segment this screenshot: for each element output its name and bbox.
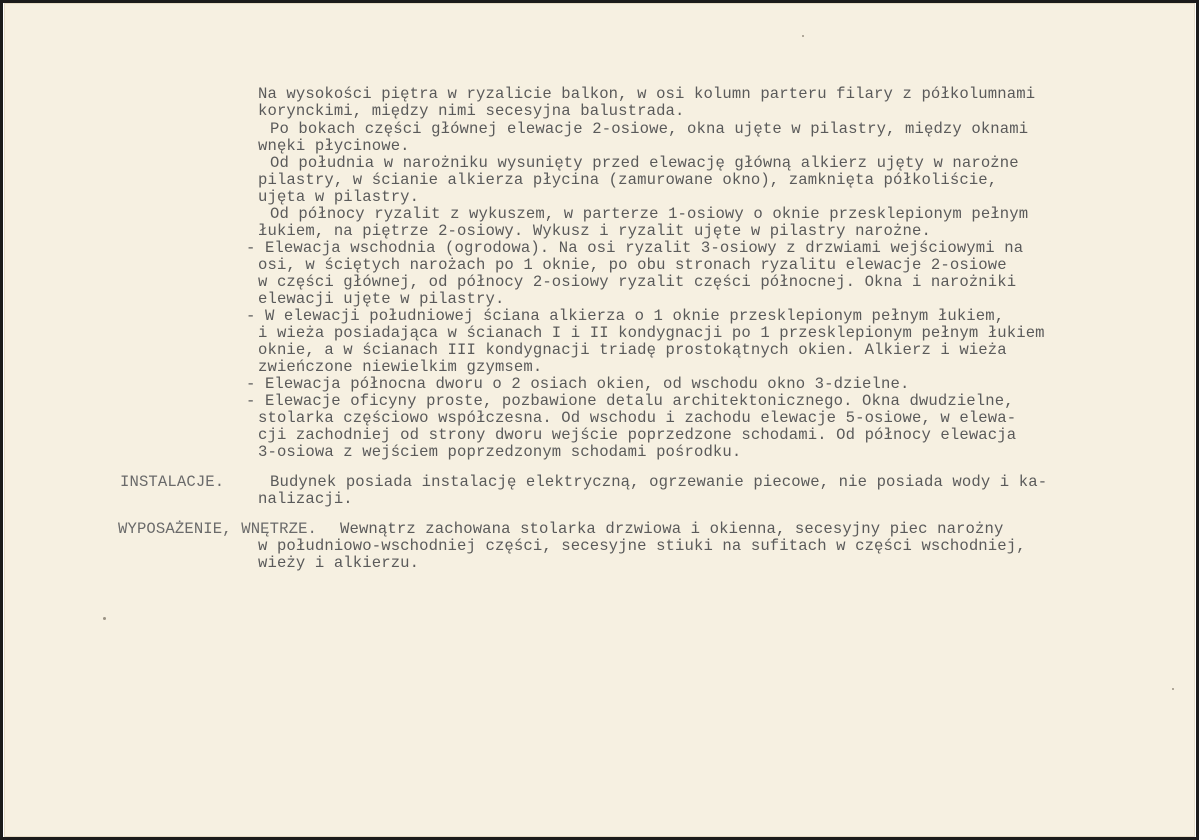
body-line: elewacji ujęte w pilastry. bbox=[258, 290, 505, 308]
instalacje-line: nalizacji. bbox=[258, 490, 353, 508]
body-line: - Elewacja północna dworu o 2 osiach okien, od wschodu okno 3-dzielne. bbox=[246, 375, 910, 393]
body-line: - W elewacji południowej ściana alkierza o 1 oknie przesklepionym pełnym łukiem, bbox=[246, 307, 1005, 325]
body-line: cji zachodniej od strony dworu wejście poprzedzone schodami. Od północy elewacja bbox=[258, 426, 1017, 444]
body-line: - Elewacja wschodnia (ogrodowa). Na osi ryzalit 3-osiowy z drzwiami wejściowymi na bbox=[246, 239, 1024, 257]
paper-speck bbox=[802, 35, 804, 37]
body-line: Na wysokości piętra w ryzalicie balkon, w osi kolumn parteru filary z półkolumnami bbox=[258, 85, 1036, 103]
body-line: w części głównej, od północy 2-osiowy ryzalit części północnej. Okna i narożniki bbox=[258, 273, 1017, 291]
wyposazenie-line: wieży i alkierzu. bbox=[258, 554, 420, 572]
body-line: korynckimi, między nimi secesyjna balustrada. bbox=[258, 102, 685, 120]
wyposazenie-line: w południowo-wschodniej części, secesyjne stiuki na sufitach w części wschodniej, bbox=[258, 537, 1026, 555]
body-line: stolarka częściowo współczesna. Od wschodu i zachodu elewacje 5-osiowe, w elewa- bbox=[258, 409, 1017, 427]
body-line: - Elewacje oficyny proste, pozbawione detalu architektonicznego. Okna dwudzielne, bbox=[246, 392, 1014, 410]
body-line: i wieża posiadająca w ścianach I i II kondygnacji po 1 przesklepionym pełnym łukiem bbox=[258, 324, 1045, 342]
body-line: Od północy ryzalit z wykuszem, w parterze 1-osiowy o oknie przesklepionym pełnym bbox=[270, 205, 1029, 223]
body-line: zwieńczone niewielkim gzymsem. bbox=[258, 358, 543, 376]
body-line: pilastry, w ścianie alkierza płycina (zamurowane okno), zamknięta półkoliście, bbox=[258, 171, 998, 189]
wyposazenie-line: Wewnątrz zachowana stolarka drzwiowa i okienna, secesyjny piec narożny bbox=[340, 520, 1004, 538]
body-line: 3-osiowa z wejściem poprzedzonym schodami pośrodku. bbox=[258, 443, 742, 461]
body-line: Od południa w narożniku wysunięty przed elewację główną alkierz ujęty w narożne bbox=[270, 154, 1019, 172]
paper-speck bbox=[1172, 688, 1174, 690]
paper-speck bbox=[103, 617, 106, 620]
section-heading-instalacje: INSTALACJE. bbox=[120, 473, 225, 491]
body-line: Po bokach części głównej elewacje 2-osiowe, okna ujęte w pilastry, między oknami bbox=[270, 120, 1029, 138]
body-line: ujęta w pilastry. bbox=[258, 188, 420, 206]
body-line: wnęki płycinowe. bbox=[258, 137, 410, 155]
body-line: osi, w ściętych narożach po 1 oknie, po obu stronach ryzalitu elewacje 2-osiowe bbox=[258, 256, 1007, 274]
instalacje-line: Budynek posiada instalację elektryczną, ogrzewanie piecowe, nie posiada wody i ka- bbox=[270, 473, 1048, 491]
body-line: łukiem, na piętrze 2-osiowy. Wykusz i ryzalit ujęte w pilastry narożne. bbox=[258, 222, 931, 240]
section-heading-wyposazenie: WYPOSAŻENIE, WNĘTRZE. bbox=[118, 520, 318, 538]
body-line: oknie, a w ścianach III kondygnacji triadę prostokątnych okien. Alkierz i wieża bbox=[258, 341, 1007, 359]
